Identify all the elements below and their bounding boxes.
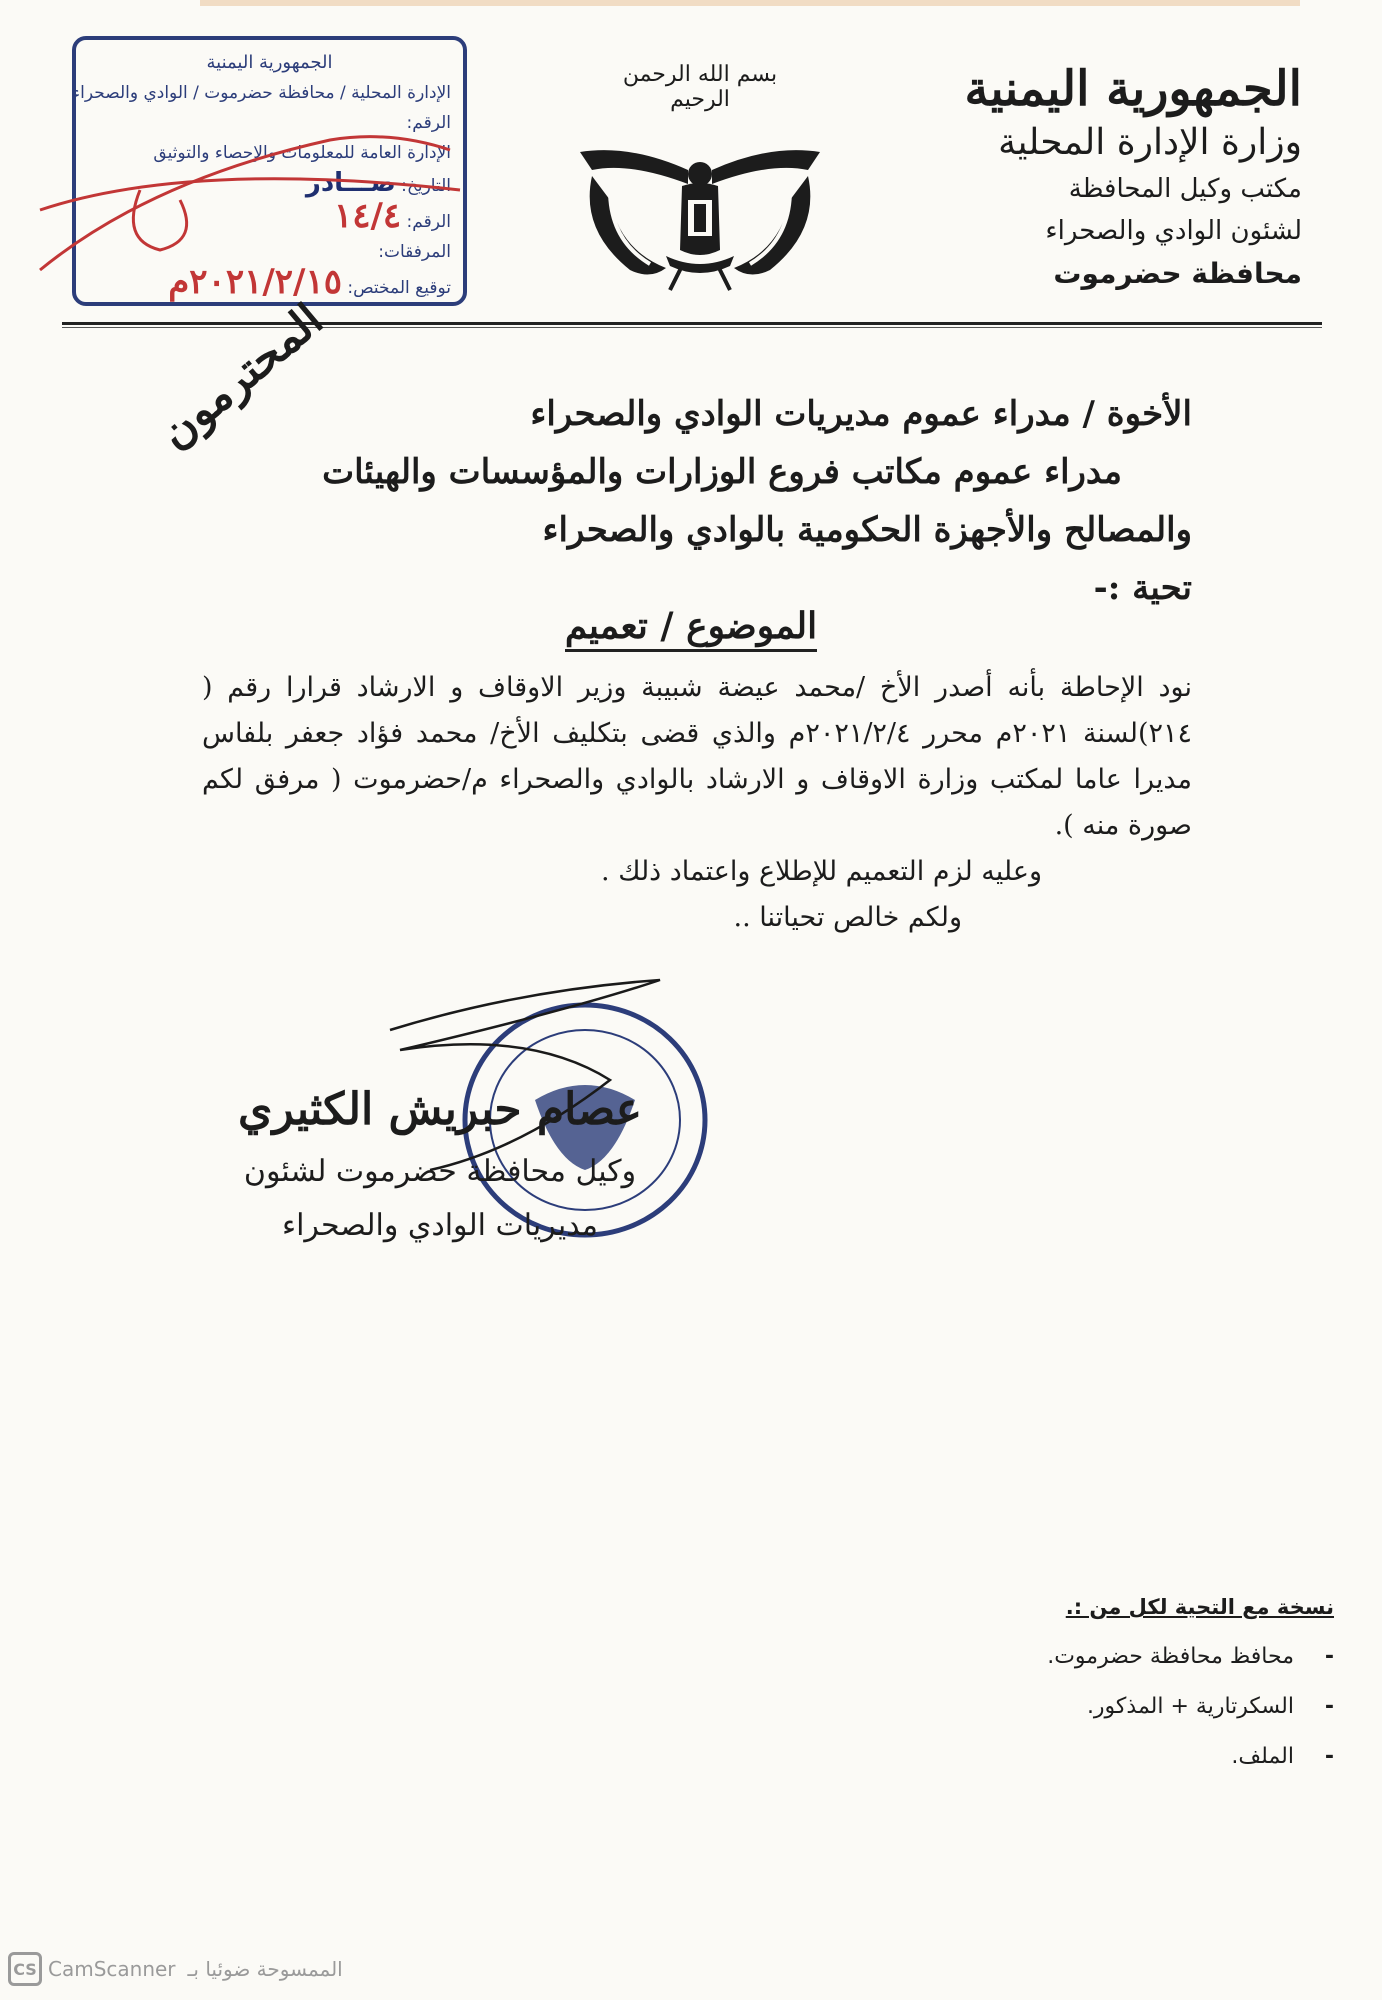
letter-body <box>202 665 1192 941</box>
body-closing: ولكم خالص تحياتنا .. <box>733 902 962 933</box>
affairs-name: لشئون الوادي والصحراء <box>1045 216 1302 246</box>
cc-item: - الملف. <box>1231 1744 1334 1769</box>
cc-item: - محافظ محافظة حضرموت. <box>1047 1644 1334 1669</box>
stamp-recipient-label: توقيع المختص: <box>347 278 451 298</box>
stamp-country: الجمهورية اليمنية <box>206 52 333 73</box>
yemen-eagle-emblem-icon <box>570 140 830 300</box>
stamp-admin-line: الإدارة المحلية / محافظة حضرموت / الوادي والصحراء <box>72 83 451 103</box>
scanned-with-label: الممسوحة ضوئيا بـ <box>187 1957 343 1981</box>
basmala: بسم الله الرحمن الرحيم <box>622 62 778 112</box>
cc-title: نسخة مع التحية لكل من :. <box>1065 1595 1334 1619</box>
subject-line <box>0 605 1382 647</box>
governorate-name: محافظة حضرموت <box>1053 257 1302 290</box>
greeting: تحية :- <box>1093 568 1192 608</box>
handwritten-red-scribble <box>30 120 470 280</box>
scanner-watermark <box>8 1952 343 1986</box>
body-paragraph-1: نود الإحاطة بأنه أصدر الأخ /محمد عيضة شبيبة وزير الاوقاف و الارشاد قرارا رقم ( ٢١٤)لسنة ٢٠٢١م محرر ٢٠٢١/٢/٤م والذي قضى بتكليف الأخ/ محمد فؤاد جعفر بلفاس مديرا عاما لمكتب وزارة الاوقاف و الارشاد بالوادي والصحراء م/حضرموت ( مرفق لكم صورة منه ). <box>202 672 1192 841</box>
office-name: مكتب وكيل المحافظة <box>1068 174 1302 204</box>
signature-block <box>165 1075 715 1253</box>
scanner-name: CamScanner <box>48 1957 176 1981</box>
stamp-ref-number: ١٤/٤ <box>333 196 402 236</box>
stamp-date-label: التاريخ: <box>401 176 451 196</box>
cc-list <box>974 1582 1334 1782</box>
addressee-block <box>192 385 1192 617</box>
stamp-number-label: الرقم: <box>406 113 451 133</box>
ministry-name: وزارة الإدارة المحلية <box>998 122 1302 163</box>
body-paragraph-2: وعليه لزم التعميم للإطلاع واعتماد ذلك . <box>601 856 1042 887</box>
stamp-ref-label: الرقم: <box>406 212 451 232</box>
addressee-line-1: الأخوة / مدراء عموم مديريات الوادي والصحراء <box>530 394 1192 434</box>
cc-item: - السكرتارية + المذكور. <box>1086 1694 1334 1719</box>
respected-label: المحترمون <box>150 294 333 460</box>
letterhead <box>942 60 1302 296</box>
country-name: الجمهورية اليمنية <box>964 61 1302 117</box>
stamp-attachments-label: المرفقات: <box>378 242 451 262</box>
addressee-line-3: والمصالح والأجهزة الحكومية بالوادي والصحراء <box>542 510 1192 550</box>
header-divider-thin <box>62 327 1322 328</box>
signatory-name: عصام حبريش الكثيري <box>238 1084 642 1135</box>
camscanner-logo-icon: CS <box>8 1952 42 1986</box>
stamp-handwritten-date: ٢٠٢١/٢/١٥م <box>168 262 342 302</box>
stamp-outgoing-status: صـــادر <box>305 168 396 198</box>
top-edge-strip <box>200 0 1300 6</box>
addressee-line-2: مدراء عموم مكاتب فروع الوزارات والمؤسسات والهيئات <box>322 452 1122 492</box>
subject-text: الموضوع / تعميم <box>565 605 817 652</box>
signatory-title-1: وكيل محافظة حضرموت لشئون <box>243 1154 637 1189</box>
stamp-department: الإدارة العامة للمعلومات والإحصاء والتوثيق <box>153 143 451 163</box>
signatory-title-2: مديريات الوادي والصحراء <box>281 1208 598 1243</box>
header-divider <box>62 322 1322 325</box>
